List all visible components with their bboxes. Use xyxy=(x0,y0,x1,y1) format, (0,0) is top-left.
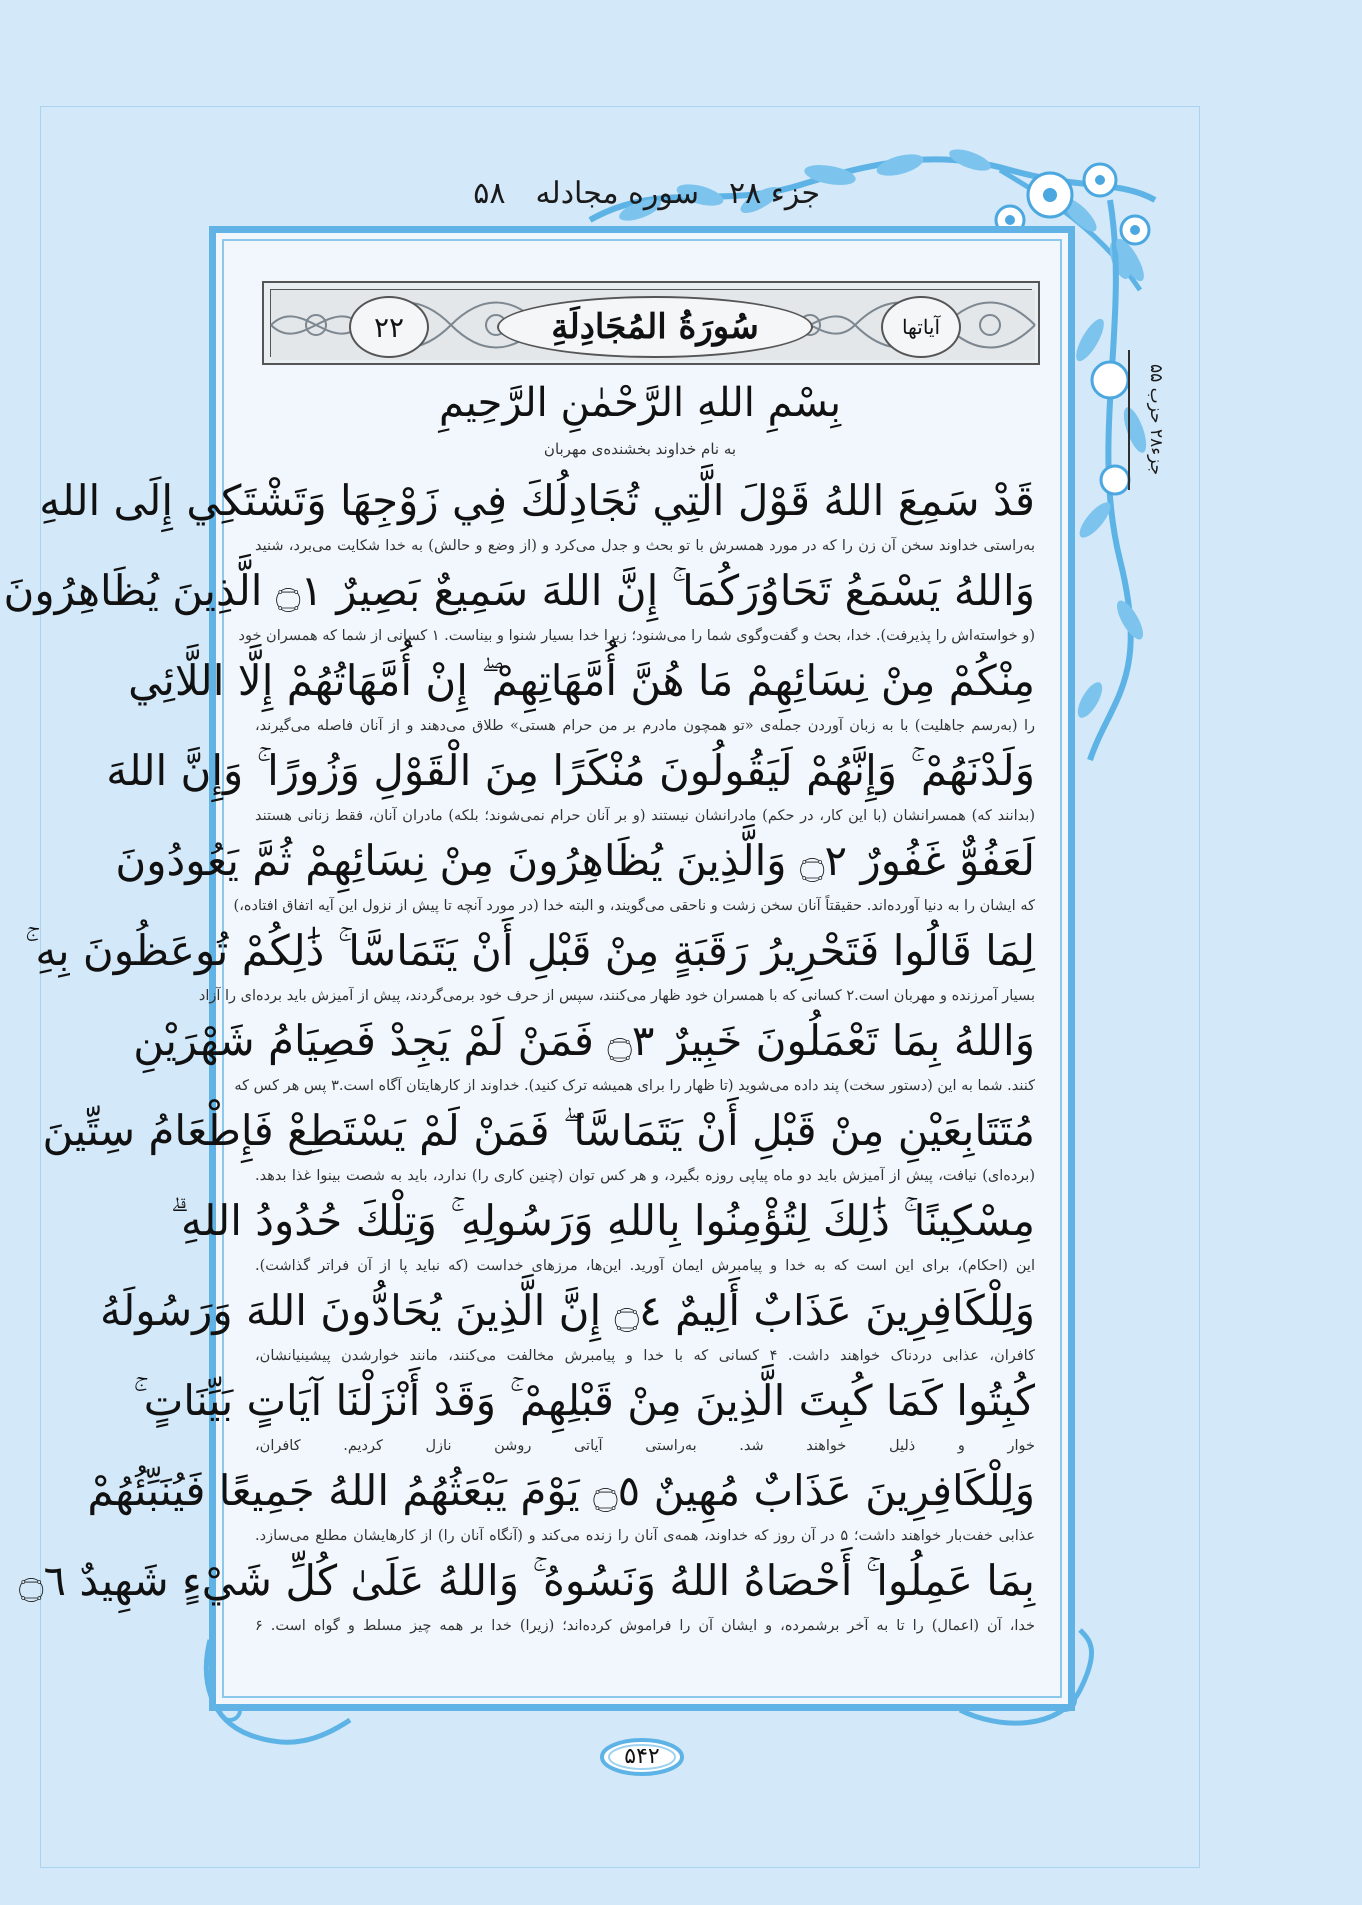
sura-header xyxy=(262,281,1040,365)
translation-line: بسیار آمرزنده و مهربان است.۲ کسانی که با همسران خود ظهار می‌کنند، سپس از حرف خود برمی‌گردند، پیش از آمیزش باید برده‌ای را آزاد xyxy=(198,988,1035,1004)
verse-block xyxy=(3,468,1036,1638)
verse-line: لَعَفُوٌّ غَفُورٌ ۝٢ وَالَّذِينَ يُظَاهِرُونَ مِنْ نِسَائِهِمْ ثُمَّ يَعُودُونَ xyxy=(115,836,1035,885)
verse-line: كُبِتُوا كَمَا كُبِتَ الَّذِينَ مِنْ قَبْلِهِمْ ۚ وَقَدْ أَنْزَلْنَا آيَاتٍ بَيِّنَاتٍ ۚ xyxy=(133,1376,1035,1425)
basmala-translation: به نام خداوند بخشنده‌ی مهربان xyxy=(543,440,737,458)
verse-line: مِنْكُمْ مِنْ نِسَائِهِمْ مَا هُنَّ أُمَّهَاتِهِمْ ۖ إِنْ أُمَّهَاتُهُمْ إِلَّا اللَّائِي xyxy=(128,656,1035,705)
translation-line: (برده‌ای) نیافت، پیش از آمیزش باید دو ماه پیاپی روزه بگیرد، و هر کس توان (چنین کاری را) ندارد، باید به شصت بینوا غذا بدهد. xyxy=(255,1168,1035,1184)
basmala: بِسْمِ اللهِ الرَّحْمٰنِ الرَّحِيمِ xyxy=(438,380,842,426)
translation-line: عذابی خفت‌بار خواهند داشت؛ ۵ در آن روز که خداوند، همه‌ی آنان را زنده می‌کند و (آنگاه آنان را) از کارهایشان مطلع می‌سازد. xyxy=(255,1528,1035,1544)
translation-line: خوار و ذلیل خواهند شد. به‌راستی آیاتی روشن نازل کردیم. کافران، xyxy=(255,1438,1035,1454)
verse-line: وَلَدْنَهُمْ ۚ وَإِنَّهُمْ لَيَقُولُونَ مُنْكَرًا مِنَ الْقَوْلِ وَزُورًا ۚ وَإِنَّ اللهَ xyxy=(106,746,1035,795)
running-head xyxy=(360,168,820,218)
translation-line: به‌راستی خداوند سخن آن زن را که در مورد همسرش با تو بحث و جدل می‌کرد و (از وضع و حالش) به خدا شکایت می‌برد، شنید xyxy=(255,538,1035,554)
verse-line: قَدْ سَمِعَ اللهُ قَوْلَ الَّتِي تُجَادِلُكَ فِي زَوْجِهَا وَتَشْتَكِي إِلَى اللهِ xyxy=(39,476,1035,525)
verse-line: وَلِلْكَافِرِينَ عَذَابٌ أَلِيمٌ ۝٤ إِنَّ الَّذِينَ يُحَادُّونَ اللهَ وَرَسُولَهُ xyxy=(99,1286,1035,1335)
page-number-wrap xyxy=(600,1738,684,1776)
verse-line: لِمَا قَالُوا فَتَحْرِيرُ رَقَبَةٍ مِنْ قَبْلِ أَنْ يَتَمَاسَّا ۚ ذَٰلِكُمْ تُوعَظُونَ بِهِ ۚ xyxy=(24,926,1035,975)
verse-line: وَاللهُ بِمَا تَعْمَلُونَ خَبِيرٌ ۝٣ فَمَنْ لَمْ يَجِدْ فَصِيَامُ شَهْرَيْنِ xyxy=(133,1016,1035,1065)
sura-title: سُورَةُ المُجَادِلَةِ xyxy=(497,296,813,358)
ayat-label: آیاتها xyxy=(881,296,961,358)
juz-label: جزء ۲۸ xyxy=(729,175,820,211)
translation-line: کافران، عذابی دردناک خواهند داشت. ۴ کسانی که با خدا و پیامبرش مخالفت می‌کنند، مانند خوارشدن پیشینیانشان، xyxy=(255,1348,1036,1364)
translation-line: را (به‌رسم جاهلیت) با به زبان آوردن جمله‌ی «تو همچون مادرم بر من حرام هستی» طلاق می‌دهند و از آنان فاصله می‌گیرند، xyxy=(255,718,1035,734)
sura-name: سوره مجادله xyxy=(535,175,700,211)
translation-line: (بدانند که) همسرانشان (با این کار، در حکم) مادرانشان نیستند (و بر آنان حرام نمی‌شوند؛ بلکه) مادران آنان، فقط زنانی هستند xyxy=(255,808,1035,824)
verse-line: وَلِلْكَافِرِينَ عَذَابٌ مُهِينٌ ۝٥ يَوْمَ يَبْعَثُهُمُ اللهُ جَمِيعًا فَيُنَبِّئُهُمْ xyxy=(87,1466,1035,1515)
translation-line: خدا، آن (اعمال) را تا به آخر برشمرده، و ایشان آن را فراموش کرده‌اند؛ (زیرا) خدا بر همه چیز مسلط و گواه است. ۶ xyxy=(255,1618,1035,1634)
translation-line: (و خواسته‌اش را پذیرفت). خدا، بحث و گفت‌وگوی شما را می‌شنود؛ زیرا خدا بسیار شنوا و بیناست. ۱ کسانی از شما که همسران خود xyxy=(238,628,1035,644)
translation-line: که ایشان را به دنیا آورده‌اند. حقیقتاً آنان سخن زشت و ناحقی می‌گویند، و البته خدا (در مورد آنچه تا پیش از نزول این آیه اتفاق افتاده،) xyxy=(233,898,1035,914)
hizb-marker: جزء۲۸ حزب ۵۵ xyxy=(1128,350,1166,490)
translation-line: کنند. شما به این (دستور سخت) پند داده می‌شوید (تا ظهار را برای همیشه ترک کنید). خداوند از کارهایتان آگاه است.۳ پس هر کس که xyxy=(234,1078,1035,1094)
verse-line: وَاللهُ يَسْمَعُ تَحَاوُرَكُمَا ۚ إِنَّ اللهَ سَمِيعٌ بَصِيرٌ ۝١ الَّذِينَ يُظَاهِرُونَ xyxy=(3,566,1035,615)
page-number: ۵۴۲ xyxy=(624,1744,660,1769)
sura-number: ۵۸ xyxy=(473,175,506,211)
verse-line: بِمَا عَمِلُوا ۚ أَحْصَاهُ اللهُ وَنَسُوهُ ۚ وَاللهُ عَلَىٰ كُلِّ شَيْءٍ شَهِيدٌ ۝٦ xyxy=(18,1556,1035,1605)
translation-line: این (احکام)، برای این است که به خدا و پیامبرش ایمان آورید. این‌ها، مرزهای خداست (که نباید پا از آن فراتر گذاشت). xyxy=(255,1258,1035,1274)
verse-line: مُتَتَابِعَيْنِ مِنْ قَبْلِ أَنْ يَتَمَاسَّا ۖ فَمَنْ لَمْ يَسْتَطِعْ فَإِطْعَامُ سِتِّينَ xyxy=(42,1106,1035,1155)
verse-line: مِسْكِينًا ۚ ذَٰلِكَ لِتُؤْمِنُوا بِاللهِ وَرَسُولِهِ ۚ وَتِلْكَ حُدُودُ اللهِ ۗ xyxy=(170,1196,1035,1245)
ayat-count: ۲۲ xyxy=(349,296,429,358)
